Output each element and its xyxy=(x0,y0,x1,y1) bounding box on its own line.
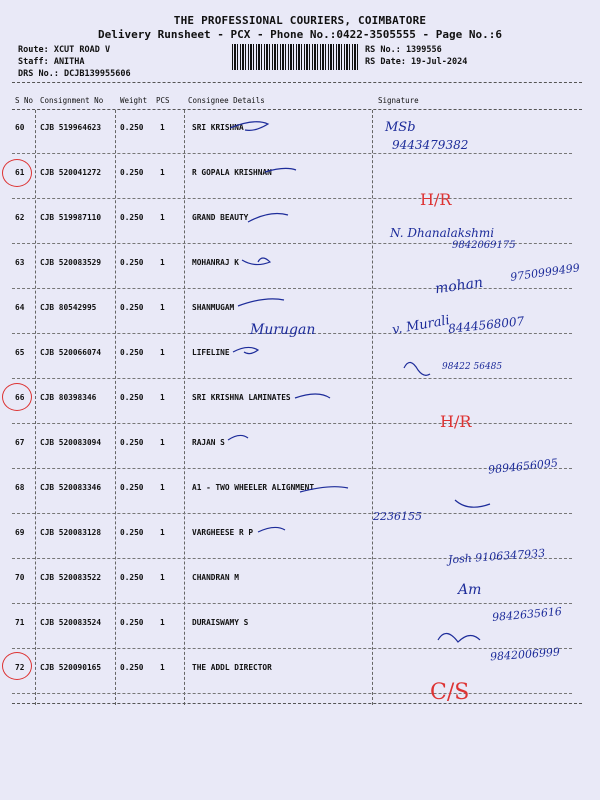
row-consignee: LIFELINE xyxy=(192,348,230,357)
row-consignment: CJB 520083524 xyxy=(40,618,102,627)
row-sno: 68 xyxy=(15,483,25,492)
phone-68: 2236155 xyxy=(373,510,422,523)
row-pcs: 1 xyxy=(160,438,165,447)
col-signature: Signature xyxy=(378,96,419,105)
row-weight: 0.250 xyxy=(120,618,144,627)
staff: Staff: ANITHA xyxy=(18,57,85,67)
col-pcs: PCS xyxy=(156,96,170,105)
row-pcs: 1 xyxy=(160,123,165,132)
row-consignment: CJB 520083346 xyxy=(40,483,102,492)
row-pcs: 1 xyxy=(160,663,165,672)
remark-66: H/R xyxy=(440,412,472,431)
row-weight: 0.250 xyxy=(120,393,144,402)
row-consignee: R GOPALA KRISHNAN xyxy=(192,168,272,177)
runsheet-subtitle: Delivery Runsheet - PCX - Phone No.:0422-3505555 - Page No.:6 xyxy=(98,28,502,41)
row-consignment: CJB 519964623 xyxy=(40,123,102,132)
signature-69: Josh 9106347933 xyxy=(447,546,546,567)
row-sno: 71 xyxy=(15,618,25,627)
row-consignee: SRI KRISHNA LAMINATES xyxy=(192,393,291,402)
row-pcs: 1 xyxy=(160,393,165,402)
col-sno: S No xyxy=(15,96,34,105)
phone-64: 8444568007 xyxy=(447,314,525,336)
phone-62: 9842069175 xyxy=(452,240,516,251)
phone-71a: 9842635616 xyxy=(491,604,563,625)
row-sno: 64 xyxy=(15,303,25,312)
row-sno: 70 xyxy=(15,573,25,582)
row-pcs: 1 xyxy=(160,573,165,582)
row-consignment: CJB 520041272 xyxy=(40,168,102,177)
phone-71b: 9842006999 xyxy=(489,645,561,664)
row-pcs: 1 xyxy=(160,168,165,177)
row-sno: 61 xyxy=(15,168,25,177)
phone-65: 98422 56485 xyxy=(442,362,503,372)
row-sno: 62 xyxy=(15,213,25,222)
row-consignment: CJB 520066074 xyxy=(40,348,102,357)
signature-70: Am xyxy=(458,582,482,598)
company-title: THE PROFESSIONAL COURIERS, COIMBATORE xyxy=(173,14,427,27)
col-consignee: Consignee Details xyxy=(188,96,265,105)
row-sno: 65 xyxy=(15,348,25,357)
row-weight: 0.250 xyxy=(120,168,144,177)
row-pcs: 1 xyxy=(160,303,165,312)
row-pcs: 1 xyxy=(160,528,165,537)
rs-number: RS No.: 1399556 xyxy=(365,45,442,55)
row-sno: 72 xyxy=(15,663,25,672)
row-consignment: CJB 519987110 xyxy=(40,213,102,222)
signature-63: mohan xyxy=(434,274,484,298)
row-consignment: CJB 520083529 xyxy=(40,258,102,267)
row-sno: 63 xyxy=(15,258,25,267)
row-weight: 0.250 xyxy=(120,213,144,222)
signature-64b: Murugan xyxy=(250,322,316,338)
drs-number: DRS No.: DCJB139955606 xyxy=(18,69,131,79)
row-consignment: CJB 520083128 xyxy=(40,528,102,537)
row-consignee: DURAISWAMY S xyxy=(192,618,249,627)
row-sno: 66 xyxy=(15,393,25,402)
row-weight: 0.250 xyxy=(120,483,144,492)
signature-60: MSb xyxy=(385,120,416,135)
row-consignment: CJB 80398346 xyxy=(40,393,97,402)
row-weight: 0.250 xyxy=(120,663,144,672)
row-consignee: RAJAN S xyxy=(192,438,225,447)
route: Route: XCUT ROAD V xyxy=(18,45,111,55)
row-sno: 67 xyxy=(15,438,25,447)
row-weight: 0.250 xyxy=(120,528,144,537)
phone-63: 9750999499 xyxy=(509,261,581,284)
col-consignment: Consignment No xyxy=(40,96,104,105)
row-weight: 0.250 xyxy=(120,573,144,582)
remark-61: H/R xyxy=(420,190,452,209)
row-consignee: THE ADDL DIRECTOR xyxy=(192,663,272,672)
row-consignee: GRAND BEAUTY xyxy=(192,213,249,222)
row-consignee: A1 - TWO WHEELER ALIGNMENT xyxy=(192,483,315,492)
signature-62: N. Dhanalakshmi xyxy=(390,226,495,240)
row-sno: 60 xyxy=(15,123,25,132)
row-consignment: CJB 80542995 xyxy=(40,303,97,312)
row-consignment: CJB 520083522 xyxy=(40,573,102,582)
row-consignee: CHANDRAN M xyxy=(192,573,239,582)
remark-72: C/S xyxy=(430,680,470,705)
row-consignee: SRI KRISHNA xyxy=(192,123,244,132)
row-weight: 0.250 xyxy=(120,303,144,312)
row-pcs: 1 xyxy=(160,213,165,222)
row-weight: 0.250 xyxy=(120,348,144,357)
row-consignee: MOHANRAJ K xyxy=(192,258,239,267)
signature-64: v. Murali xyxy=(391,313,451,338)
row-consignment: CJB 520083094 xyxy=(40,438,102,447)
row-pcs: 1 xyxy=(160,258,165,267)
row-consignment: CJB 520090165 xyxy=(40,663,102,672)
rs-date: RS Date: 19-Jul-2024 xyxy=(365,57,468,67)
phone-67: 9894656095 xyxy=(487,456,559,477)
phone-60: 9443479382 xyxy=(392,138,469,152)
row-weight: 0.250 xyxy=(120,123,144,132)
row-consignee: VARGHEESE R P xyxy=(192,528,254,537)
row-sno: 69 xyxy=(15,528,25,537)
col-weight: Weight xyxy=(120,96,148,105)
row-consignee: SHANMUGAM xyxy=(192,303,235,312)
row-weight: 0.250 xyxy=(120,258,144,267)
row-weight: 0.250 xyxy=(120,438,144,447)
row-pcs: 1 xyxy=(160,618,165,627)
divider-bottom xyxy=(12,703,582,704)
row-pcs: 1 xyxy=(160,348,165,357)
row-pcs: 1 xyxy=(160,483,165,492)
